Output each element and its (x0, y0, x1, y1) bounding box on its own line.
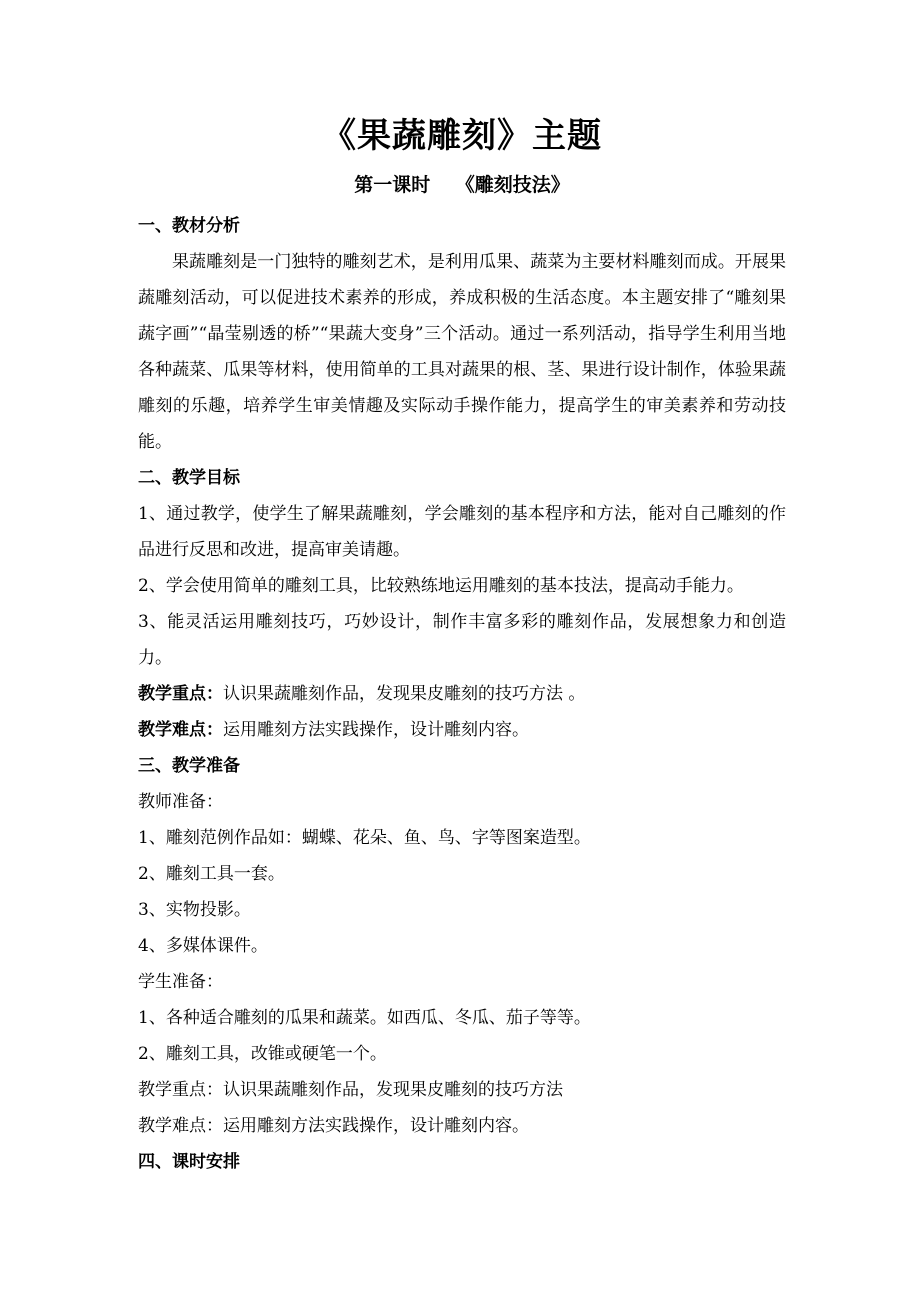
key-point-label: 教学重点： (138, 684, 223, 704)
key-point-line (138, 676, 786, 712)
teacher-prep-item: 2、雕刻工具一套。 (138, 864, 285, 884)
teacher-prep-item: 3、实物投影。 (138, 900, 251, 920)
prep-difficulty-line: 教学难点：运用雕刻方法实践操作，设计雕刻内容。 (138, 1116, 529, 1136)
section-heading-schedule: 四、课时安排 (138, 1152, 240, 1172)
difficulty-line (138, 712, 786, 748)
analysis-paragraph: 果蔬雕刻是一门独特的雕刻艺术，是利用瓜果、蔬菜为主要材料雕刻而成。开展果蔬雕刻活动，可以促进技术素养的形成，养成积极的生活态度。本主题安排了“雕刻果蔬字画”“晶莹剔透的桥”“果蔬大变身”三个活动。通过一系列活动，指导学生利用当地各种蔬菜、瓜果等材料，使用简单的工具对蔬果的根、茎、果进行设计制作，体验果蔬雕刻的乐趣，培养学生审美情趣及实际动手操作能力，提高学生的审美素养和劳动技能。 (138, 252, 786, 452)
difficulty-text: 运用雕刻方法实践操作，设计雕刻内容。 (223, 720, 529, 740)
prep-key-point-line: 教学重点：认识果蔬雕刻作品，发现果皮雕刻的技巧方法 (138, 1080, 563, 1100)
goal-item: 3、能灵活运用雕刻技巧，巧妙设计，制作丰富多彩的雕刻作品，发展想象力和创造力。 (138, 612, 786, 668)
section-heading-goals: 二、教学目标 (138, 468, 240, 488)
lesson-subtitle: 第一课时 《雕刻技法》 (354, 174, 570, 196)
document-title: 《果蔬雕刻》主题 (322, 116, 602, 156)
section-heading-analysis: 一、教材分析 (138, 216, 240, 236)
student-prep-item: 2、雕刻工具，改锥或硬笔一个。 (138, 1044, 387, 1064)
teacher-prep-item: 4、多媒体课件。 (138, 936, 268, 956)
student-prep-label: 学生准备： (138, 972, 223, 992)
key-point-text: 认识果蔬雕刻作品，发现果皮雕刻的技巧方法 。 (223, 684, 586, 704)
section-heading-preparation: 三、教学准备 (138, 756, 240, 776)
teacher-prep-label: 教师准备： (138, 792, 223, 812)
difficulty-label: 教学难点： (138, 720, 223, 740)
document-page (138, 110, 786, 1180)
teacher-prep-item: 1、雕刻范例作品如：蝴蝶、花朵、鱼、鸟、字等图案造型。 (138, 828, 591, 848)
goal-item: 1、通过教学，使学生了解果蔬雕刻，学会雕刻的基本程序和方法，能对自己雕刻的作品进行反思和改进，提高审美请趣。 (138, 504, 786, 560)
student-prep-item: 1、各种适合雕刻的瓜果和蔬菜。如西瓜、冬瓜、茄子等等。 (138, 1008, 591, 1028)
goal-item: 2、学会使用简单的雕刻工具，比较熟练地运用雕刻的基本技法，提高动手能力。 (138, 576, 744, 596)
